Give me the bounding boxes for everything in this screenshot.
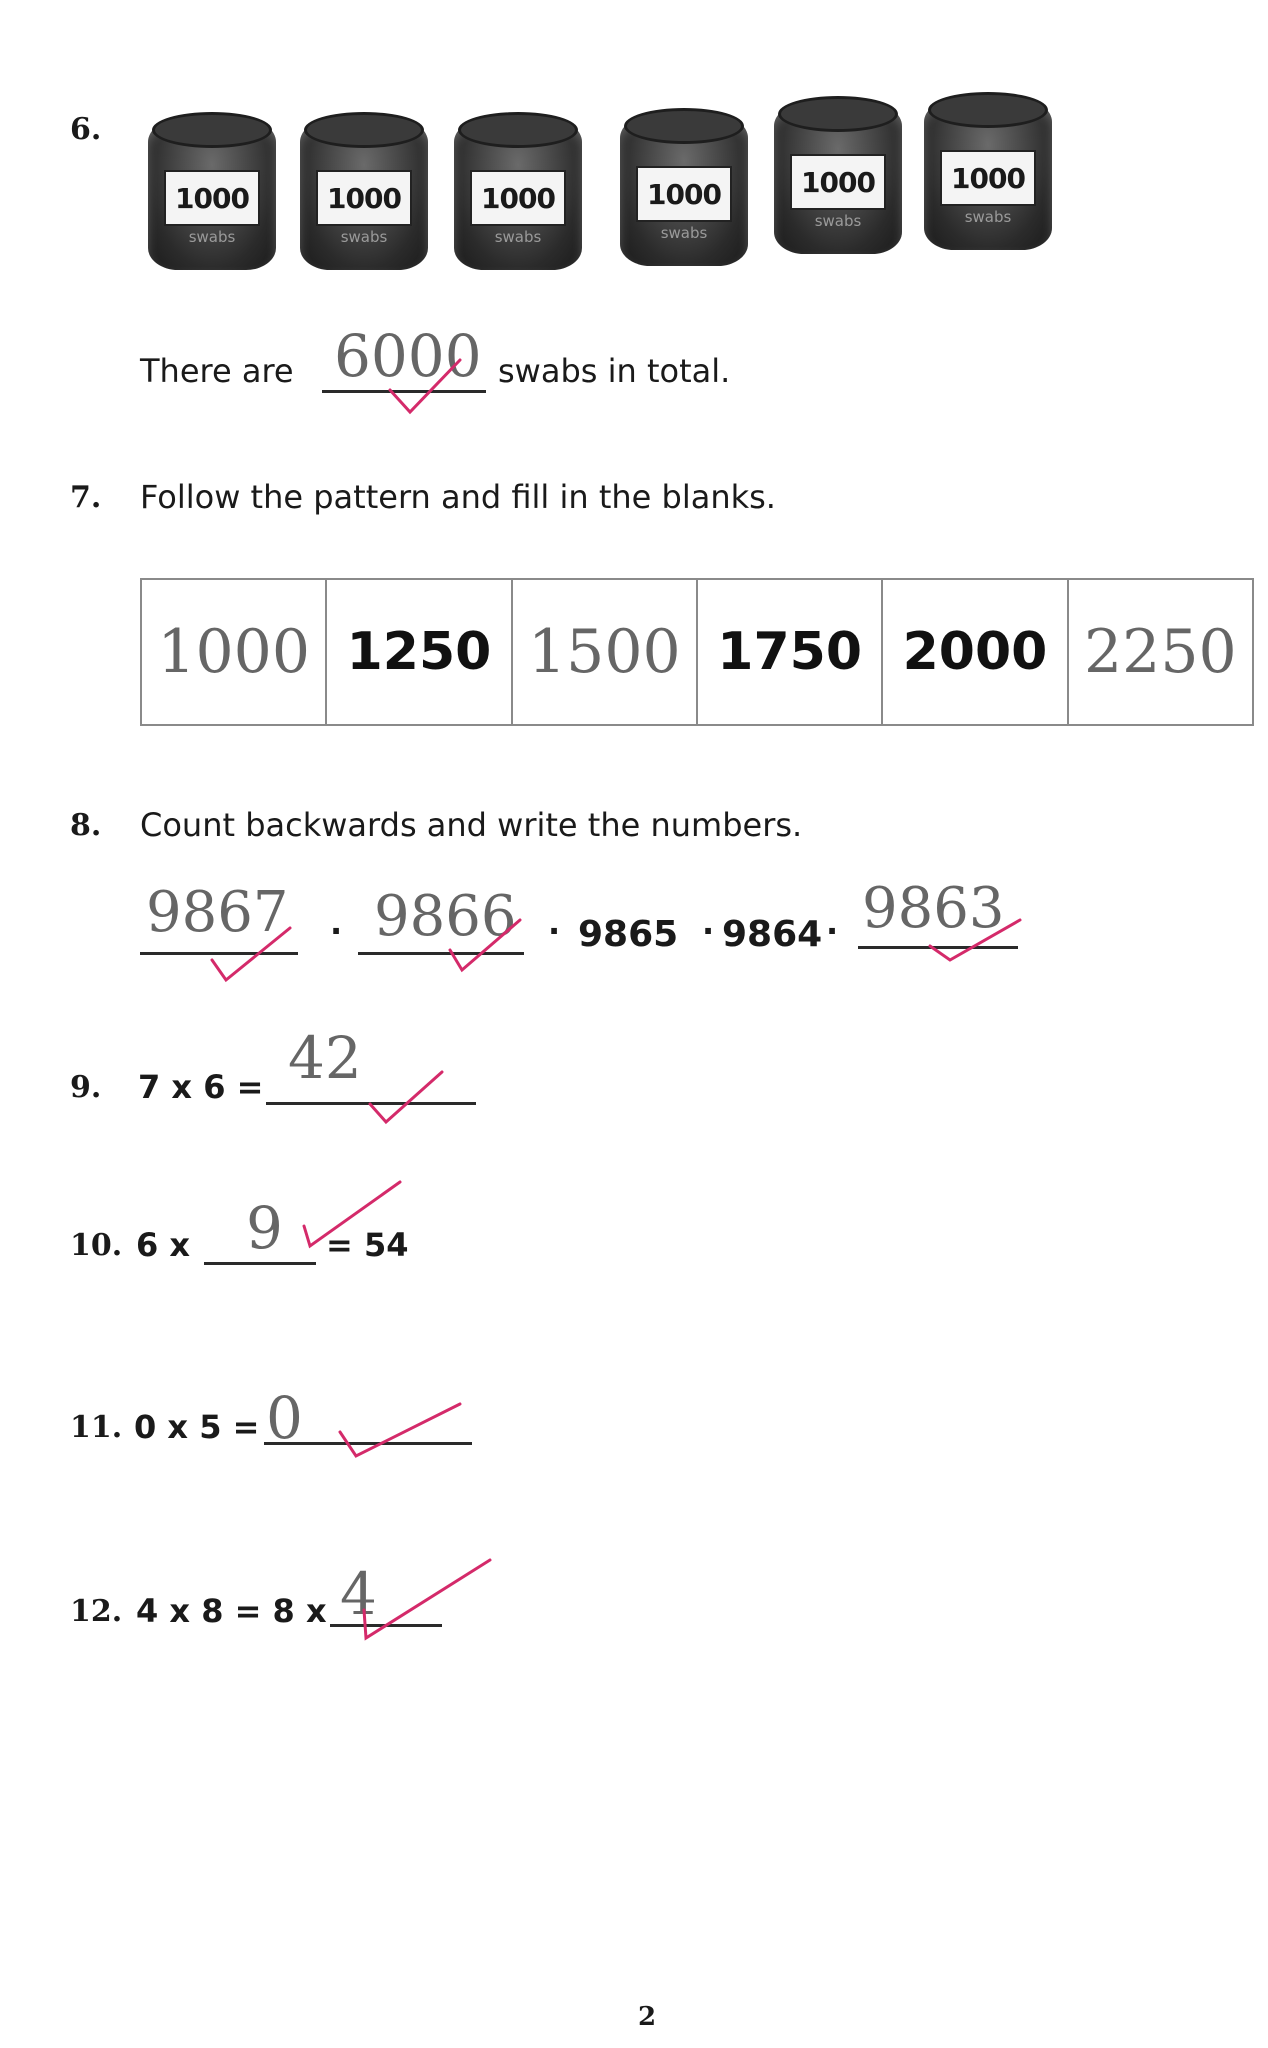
q6-text-before: There are [140,352,294,390]
swab-container: 1000 swabs [774,96,902,254]
q9-expression: 7 x 6 = [138,1068,264,1106]
q8-instruction: Count backwards and write the numbers. [140,806,803,844]
pattern-cell: 1750 [697,579,882,725]
question-9-number: 9. [70,1070,102,1105]
swab-container: 1000 swabs [924,92,1052,250]
q8-answer1: 9867 [146,880,289,945]
q8-separator: · [826,912,839,950]
check-mark-icon [360,1060,470,1130]
q8-given1: 9865 [578,914,679,955]
swab-container: 1000 swabs [148,112,276,270]
q9-answer: 42 [288,1024,362,1092]
q8-separator: · [330,912,343,950]
q6-answer: 6000 [334,322,482,390]
q11-expression: 0 x 5 = [134,1408,260,1446]
q10-prefix: 6 x [136,1226,191,1264]
pattern-cell: 1250 [326,579,511,725]
q8-answer2: 9866 [374,884,517,949]
check-mark-icon [330,1396,470,1466]
check-mark-icon [920,900,1030,970]
q12-answer: 4 [340,1560,377,1628]
swab-label: 1000 [940,150,1036,206]
question-7-number: 7. [70,480,102,515]
check-mark-icon [290,1176,410,1256]
q10-answer-line [204,1262,316,1265]
q11-answer: 0 [266,1384,303,1452]
question-8-number: 8. [70,808,102,843]
check-mark-icon [350,1550,500,1650]
q8-separator: · [548,912,561,950]
q12-expression: 4 x 8 = 8 x [136,1592,327,1630]
q6-text-after: swabs in total. [498,352,731,390]
swab-container: 1000 swabs [300,112,428,270]
question-6-number: 6. [70,112,102,147]
swab-container: 1000 swabs [454,112,582,270]
question-11-number: 11. [70,1410,123,1445]
pattern-table [140,578,1254,726]
pattern-cell: 2000 [882,579,1067,725]
check-mark-icon [440,910,530,980]
q10-answer: 9 [246,1194,283,1262]
question-10-number: 10. [70,1228,123,1263]
check-mark-icon [200,920,300,990]
swab-label: 1000 [164,170,260,226]
swab-container: 1000 swabs [620,108,748,266]
swab-label: 1000 [470,170,566,226]
q10-suffix: = 54 [326,1226,409,1264]
check-mark-icon [380,350,470,420]
q7-instruction: Follow the pattern and fill in the blanks. [140,478,776,516]
swab-label: 1000 [790,154,886,210]
page-number: 2 [638,2002,657,2032]
pattern-cell: 2250 [1068,579,1253,725]
q8-answer3: 9863 [862,876,1005,941]
swab-label: 1000 [636,166,732,222]
swab-label: 1000 [316,170,412,226]
pattern-cell: 1500 [512,579,697,725]
q8-given2: 9864 [722,914,823,955]
pattern-cell: 1000 [141,579,326,725]
question-12-number: 12. [70,1594,123,1629]
q8-separator: · [702,912,715,950]
